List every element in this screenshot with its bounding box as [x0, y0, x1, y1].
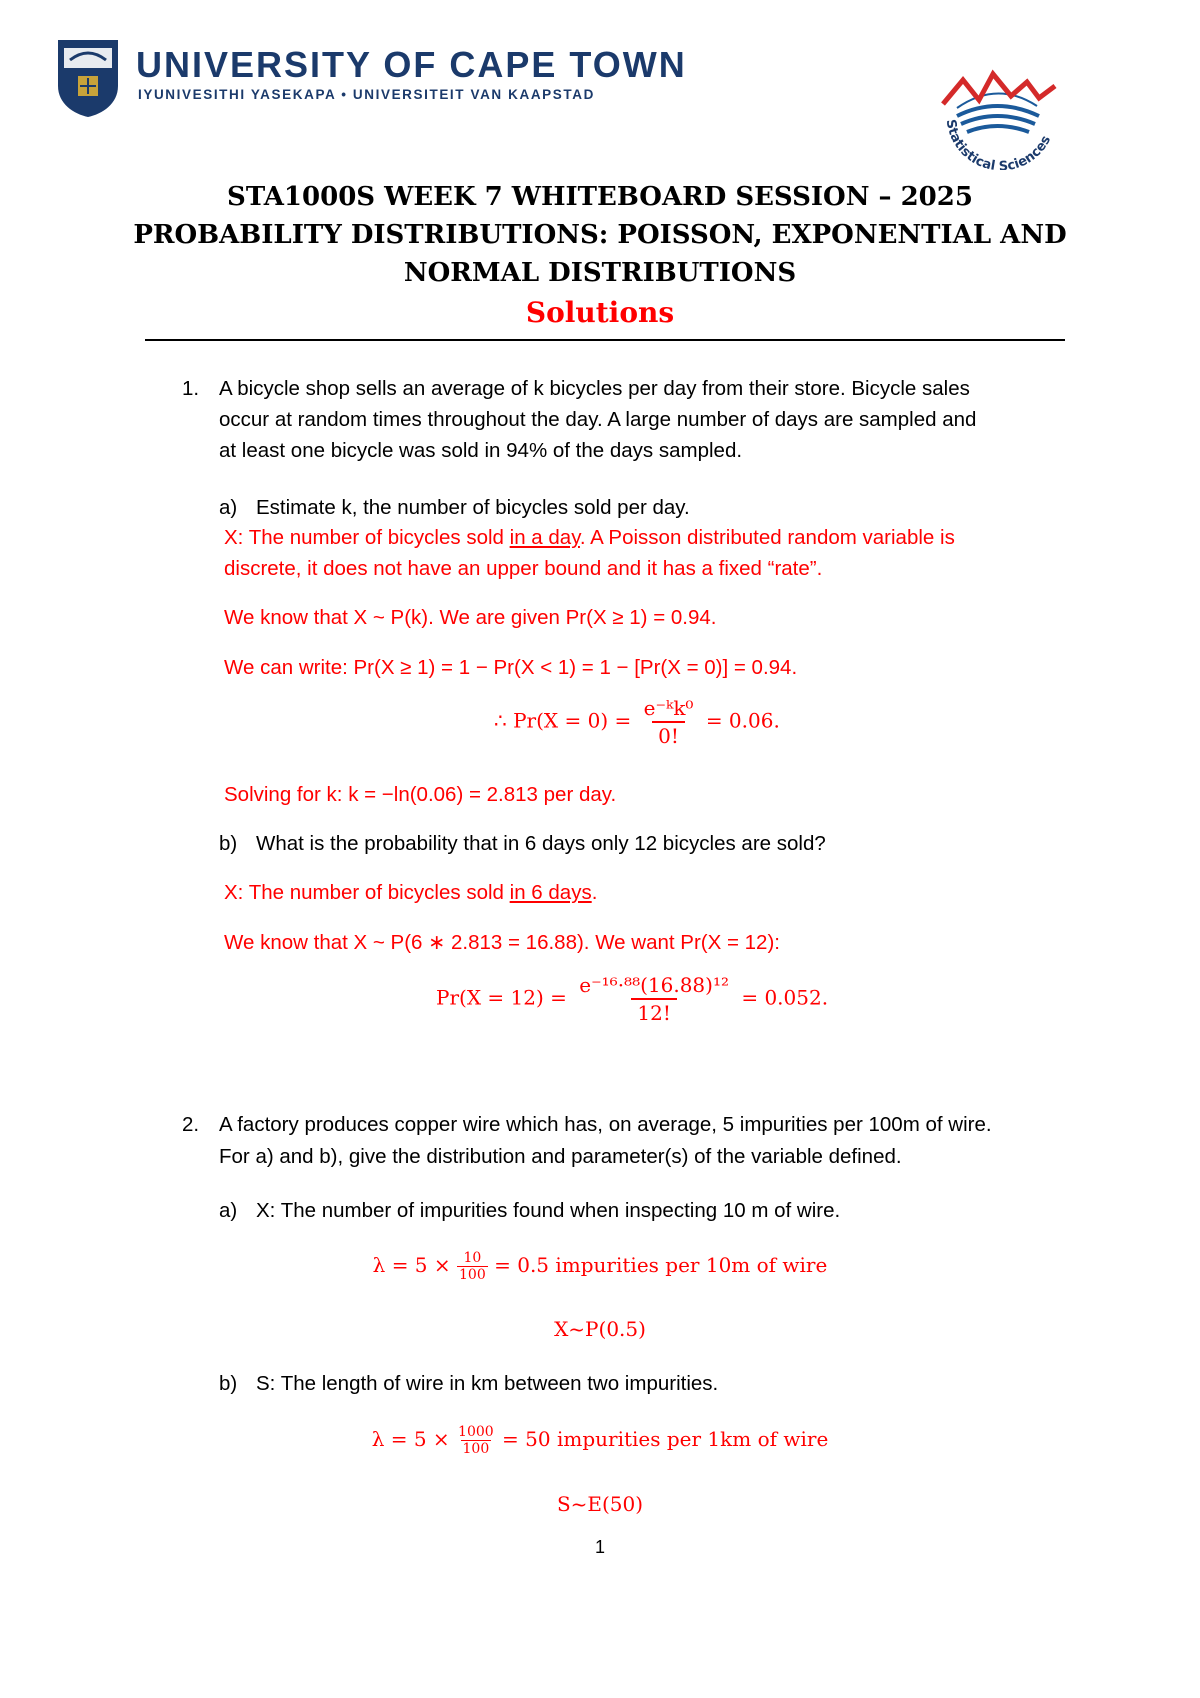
q1a-answer-line-1 [224, 522, 955, 553]
q1b-eq-left: Pr(X = 12) = [436, 985, 567, 1010]
q2b-eq-right: = 50 impurities per 1km of wire [502, 1427, 829, 1451]
q1b-eq-denominator: 12! [631, 998, 677, 1026]
q2a-eq-left: λ = 5 × [372, 1253, 451, 1277]
q1-number: 1. [182, 377, 200, 400]
q1a-answer-line-4: We can write: Pr(X ≥ 1) = 1 − Pr(X < 1) = 1 − [Pr(X = 0)] = 0.94. [224, 656, 798, 679]
q1a-label: a) [219, 496, 238, 519]
q1a-eq-right: = 0.06. [705, 708, 780, 733]
q1a-eq-numerator: e⁻ᵏk⁰ [643, 696, 694, 720]
q2a-eq-right: = 0.5 impurities per 10m of wire [494, 1253, 828, 1277]
university-name: UNIVERSITY OF CAPE TOWN [136, 44, 687, 85]
q1-line-1: A bicycle shop sells an average of k bicycles per day from their store. Bicycle sales [219, 377, 970, 400]
q2b-equation [0, 1424, 1200, 1457]
q1a-answer-line-5: Solving for k: k = −ln(0.06) = 2.813 per day. [224, 783, 617, 806]
q2b-label: b) [219, 1372, 238, 1395]
q1-line-2: occur at random times throughout the day. A large number of days are sampled and [219, 408, 977, 431]
q2a-eq-denominator: 100 [459, 1267, 486, 1283]
dept-logo-text: Statistical Sciences [942, 118, 1055, 170]
title-line-1: STA1000S WEEK 7 WHITEBOARD SESSION – 2025 [227, 182, 973, 212]
q1b-answer-line-1 [224, 877, 597, 908]
q2-line-1: A factory produces copper wire which has, on average, 5 impurities per 100m of wire. [219, 1113, 992, 1136]
q1b-answer-line-2: We know that X ~ P(6 ∗ 2.813 = 16.88). We want Pr(X = 12): [224, 931, 780, 954]
title-line-3: NORMAL DISTRIBUTIONS [403, 258, 797, 288]
statistical-sciences-icon [935, 60, 1065, 170]
q1b-eq-numerator: e⁻¹⁶·⁸⁸(16.88)¹² [579, 973, 729, 997]
q1b-label: b) [219, 832, 238, 855]
q1a-answer-line-2: discrete, it does not have an upper bound and it has a fixed “rate”. [224, 557, 823, 580]
q2a-eq-fraction [457, 1250, 488, 1283]
q1a-eq-fraction [638, 695, 700, 749]
q1a-equation [494, 695, 780, 749]
title-divider [145, 339, 1065, 341]
q1b-eq-right: = 0.052. [741, 985, 829, 1010]
q2b-eq-fraction [456, 1424, 496, 1457]
q1a-answer-suffix: . A Poisson distributed random variable is [579, 526, 955, 549]
q1a-answer-prefix: X: The number of bicycles sold [224, 526, 504, 549]
title-line-2: PROBABILITY DISTRIBUTIONS: POISSON, EXPONENTIAL AND [133, 220, 1067, 250]
q2b-eq-numerator: 1000 [458, 1424, 494, 1440]
uct-crest-logo [56, 38, 120, 118]
page-number: 1 [594, 1537, 605, 1557]
q1b-equation [436, 972, 828, 1026]
q1b-eq-fraction [573, 972, 735, 1026]
q2a-eq-numerator: 10 [463, 1250, 482, 1266]
q2a-equation [0, 1250, 1200, 1283]
q1a-eq-denominator: 0! [652, 721, 685, 749]
q2-line-2: For a) and b), give the distribution and parameter(s) of the variable defined. [219, 1145, 902, 1168]
crest-icon [56, 38, 120, 118]
q2a-distribution: X~P(0.5) [554, 1317, 646, 1341]
statistical-sciences-logo [935, 60, 1065, 170]
q1a-question: Estimate k, the number of bicycles sold per day. [256, 496, 690, 519]
q1a-answer-underlined: in a day [509, 526, 580, 549]
q1b-answer-prefix: X: The number of bicycles sold [224, 881, 504, 904]
q2a-question: X: The number of impurities found when inspecting 10 m of wire. [256, 1199, 841, 1222]
q2b-eq-denominator: 100 [462, 1441, 490, 1457]
q2a-label: a) [219, 1199, 238, 1222]
q1a-eq-left: ∴ Pr(X = 0) = [494, 708, 632, 733]
solutions-heading: Solutions [525, 296, 675, 329]
q1a-answer-line-3: We know that X ~ P(k). We are given Pr(X ≥ 1) = 0.94. [224, 606, 717, 629]
q2b-distribution: S~E(50) [556, 1492, 644, 1516]
q2b-question: S: The length of wire in km between two impurities. [256, 1372, 719, 1395]
q1-line-3: at least one bicycle was sold in 94% of the days sampled. [219, 439, 743, 462]
university-subtitle: IYUNIVESITHI YASEKAPA • UNIVERSITEIT VAN KAAPSTAD [138, 87, 595, 102]
q1b-answer-underlined: in 6 days [509, 881, 592, 904]
q2b-eq-left: λ = 5 × [371, 1427, 450, 1451]
q2-number: 2. [182, 1113, 200, 1136]
q1b-answer-suffix: . [591, 881, 598, 904]
q1b-question: What is the probability that in 6 days only 12 bicycles are sold? [256, 832, 826, 855]
